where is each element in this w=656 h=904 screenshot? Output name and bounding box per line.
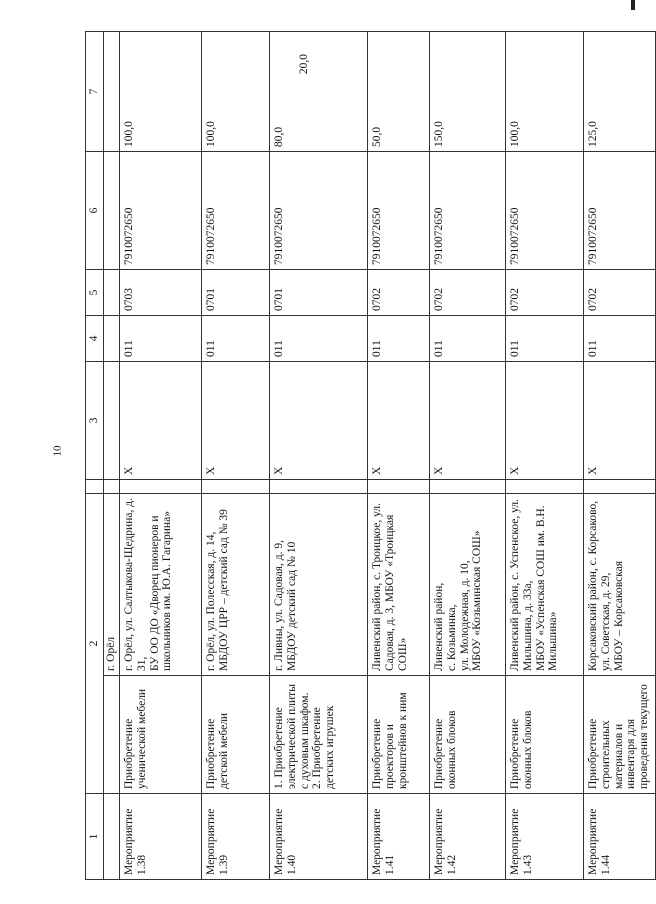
- section-blank-cell: [103, 794, 119, 880]
- description-cell: Приобретение детской мебели: [201, 676, 269, 794]
- spacer-cell: [583, 480, 655, 494]
- mark-cell: X: [269, 362, 367, 480]
- code-4-cell: 011: [583, 316, 655, 362]
- table-row: [201, 32, 269, 880]
- rotated-table-wrapper: [85, 32, 651, 880]
- description-cell: Приобретение оконных блоков: [429, 676, 505, 794]
- description-cell: Приобретение ученической мебели: [119, 676, 201, 794]
- amount-cell: [269, 32, 367, 152]
- code-5-cell: 0703: [119, 270, 201, 316]
- code-6-cell: 7910072650: [367, 152, 429, 270]
- amount-value: 100,0: [122, 121, 135, 147]
- amount-cell: [201, 32, 269, 152]
- code-4-cell: 011: [429, 316, 505, 362]
- mark-cell: X: [505, 362, 583, 480]
- header-row: [86, 32, 104, 880]
- header-cell-1: 1: [86, 794, 104, 880]
- amount-value: 80,0: [272, 126, 285, 147]
- spacer-cell: [201, 480, 269, 494]
- code-5-cell: 0702: [583, 270, 655, 316]
- header-cell-4: 4: [86, 316, 104, 362]
- mark-cell: X: [429, 362, 505, 480]
- code-6-cell: 7910072650: [269, 152, 367, 270]
- header-cell-3: 3: [86, 362, 104, 480]
- spacer-cell: [119, 480, 201, 494]
- code-6-cell: 7910072650: [505, 152, 583, 270]
- amount-value: 125,0: [586, 121, 599, 147]
- amount-value-secondary: 20,0: [297, 54, 310, 75]
- mark-cell: X: [583, 362, 655, 480]
- amount-value: 50,0: [370, 126, 383, 147]
- event-cell: Мероприятие 1.39: [201, 794, 269, 880]
- mark-cell: X: [201, 362, 269, 480]
- table-row: [269, 32, 367, 880]
- page-number: 10: [51, 445, 64, 457]
- spacer-cell: [367, 480, 429, 494]
- code-6-cell: 7910072650: [429, 152, 505, 270]
- event-cell: Мероприятие 1.40: [269, 794, 367, 880]
- address-cell: Корсаковский район, с. Корсаково, ул. Советская, д. 29, МБОУ – Корсаковская: [583, 494, 655, 676]
- amount-cell: [505, 32, 583, 152]
- event-cell: Мероприятие 1.43: [505, 794, 583, 880]
- table-row: [367, 32, 429, 880]
- spacer-cell: [269, 480, 367, 494]
- header-cell-2: 2: [86, 494, 104, 794]
- section-blank-cell: [103, 316, 119, 362]
- section-blank-cell: [103, 32, 119, 152]
- description-cell: Приобретение оконных блоков: [505, 676, 583, 794]
- code-4-cell: 011: [119, 316, 201, 362]
- amount-cell: [367, 32, 429, 152]
- address-cell: г. Ливны, ул. Садовая, д. 9, МБДОУ детский сад № 10: [269, 494, 367, 676]
- table-row: [505, 32, 583, 880]
- section-blank-cell: [103, 480, 119, 494]
- amount-cell: [429, 32, 505, 152]
- table-row: [119, 32, 201, 880]
- amount-cell: [119, 32, 201, 152]
- code-4-cell: 011: [269, 316, 367, 362]
- description-cell: Приобретение строительных материалов и инвентаря для проведения текущего: [583, 676, 655, 794]
- event-cell: Мероприятие 1.42: [429, 794, 505, 880]
- event-cell: Мероприятие 1.44: [583, 794, 655, 880]
- header-cell-5: 5: [86, 270, 104, 316]
- address-cell: г. Орёл, ул. Салтыкова-Щедрина, д. 31, БУ ОО ДО «Дворец пионеров и школьников им. Ю.А. Гагарина»: [119, 494, 201, 676]
- spacer-cell: [505, 480, 583, 494]
- corner-mark: [631, 0, 635, 10]
- header-cell-6: 6: [86, 152, 104, 270]
- header-cell-spacer: [86, 480, 104, 494]
- section-blank-cell: [103, 362, 119, 480]
- section-blank-cell: [103, 676, 119, 794]
- section-blank-cell: [103, 270, 119, 316]
- event-cell: Мероприятие 1.41: [367, 794, 429, 880]
- code-5-cell: 0702: [429, 270, 505, 316]
- code-5-cell: 0701: [201, 270, 269, 316]
- code-5-cell: 0702: [505, 270, 583, 316]
- code-5-cell: 0702: [367, 270, 429, 316]
- amount-value: 100,0: [508, 121, 521, 147]
- event-cell: Мероприятие 1.38: [119, 794, 201, 880]
- code-5-cell: 0701: [269, 270, 367, 316]
- code-4-cell: 011: [367, 316, 429, 362]
- amount-cell: [583, 32, 655, 152]
- section-blank-cell: [103, 152, 119, 270]
- code-4-cell: 011: [505, 316, 583, 362]
- description-cell: 1. Приобретение электрической плиты с духовым шкафом. 2. Приобретение детских игрушек: [269, 676, 367, 794]
- address-cell: Ливенский район, с. Успенское, ул. Мильшина, д. 33а, МБОУ «Успенская СОШ им. В.Н. Мильшина»: [505, 494, 583, 676]
- section-label: г. Орёл: [103, 494, 119, 676]
- address-cell: Ливенский район, с. Троицкое, ул. Садовая, д. 3, МБОУ «Троицкая СОШ»: [367, 494, 429, 676]
- table-row: [429, 32, 505, 880]
- header-cell-7: 7: [86, 32, 104, 152]
- table-row: [583, 32, 655, 880]
- amount-value: 150,0: [432, 121, 445, 147]
- address-cell: г. Орёл, ул. Полесская, д. 14, МБДОУ ЦРР – детский сад № 39: [201, 494, 269, 676]
- section-row: [103, 32, 119, 880]
- code-6-cell: 7910072650: [583, 152, 655, 270]
- events-table: [85, 31, 656, 880]
- address-cell: Ливенский район, с. Козьминка, ул. Молодежная, д. 10, МБОУ «Козьминская СОШ»: [429, 494, 505, 676]
- mark-cell: X: [119, 362, 201, 480]
- spacer-cell: [429, 480, 505, 494]
- code-4-cell: 011: [201, 316, 269, 362]
- description-cell: Приобретение проекторов и кронштейнов к ним: [367, 676, 429, 794]
- code-6-cell: 7910072650: [119, 152, 201, 270]
- mark-cell: X: [367, 362, 429, 480]
- code-6-cell: 7910072650: [201, 152, 269, 270]
- amount-value: 100,0: [204, 121, 217, 147]
